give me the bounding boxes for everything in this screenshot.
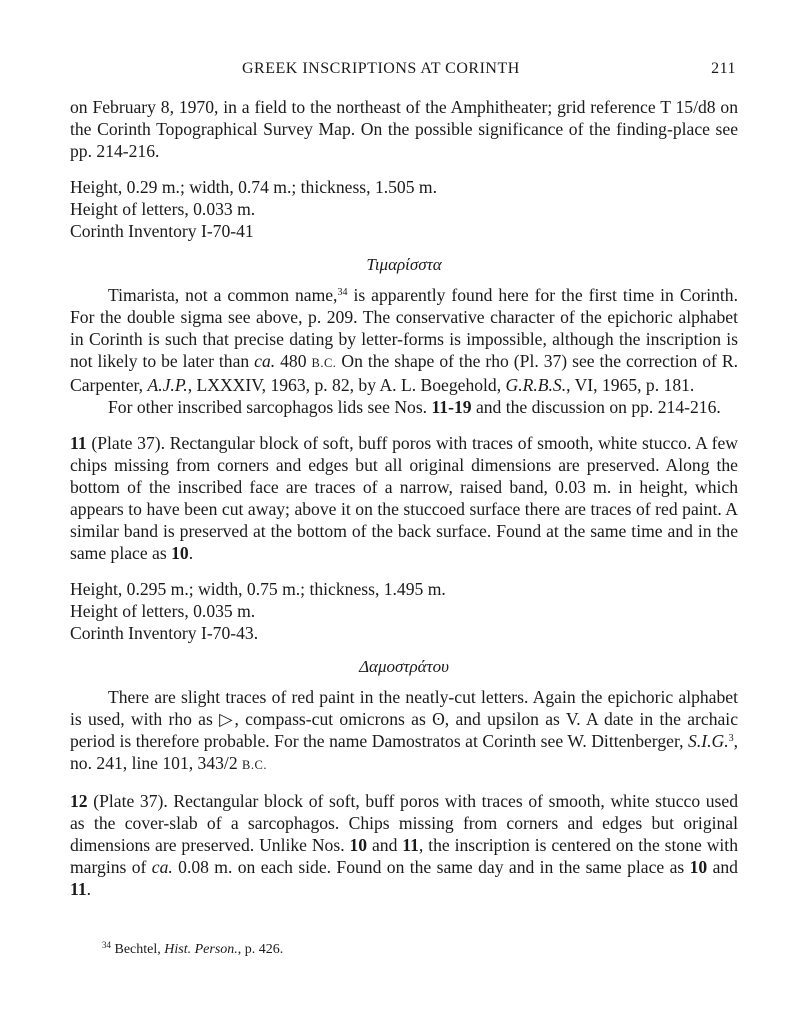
text-run: . [188,543,194,563]
edition-superscript: 3 [728,733,734,744]
letter-height-line: Height of letters, 0.033 m. [70,199,256,219]
text-run: For other inscribed sarcophagos lids see Nos. [108,397,432,417]
paragraph-damostratos [70,686,738,776]
entry-11 [70,432,738,564]
journal-abbrev: A.J.P. [147,375,188,395]
entry-number: 12 [70,791,88,811]
paragraph-other-lids [70,396,738,418]
catalog-ref: 11 [402,835,419,855]
text-run: (Plate 37). Rectangular block of soft, buff poros with traces of smooth, white stucco used as the cover-slab of a sarcophagos. Chips missing from corners and edges but original dimensions are preserved. Unlike Nos. [70,791,738,855]
text-run: , compass-cut omicrons as [234,709,433,729]
dimensions-11 [70,578,738,644]
text-run: . [86,879,92,899]
inventory-line: Corinth Inventory I-70-41 [70,221,254,241]
text-run: , and upsilon as [444,709,566,729]
entry-12 [70,790,738,900]
catalog-ref: 10 [689,857,708,877]
text-run: 0.08 m. on each side. Found on the same day and in the same place as [172,857,690,877]
text-run: and [367,835,403,855]
rho-glyph: ▷ [219,709,235,729]
inventory-line: Corinth Inventory I-70-43. [70,623,259,643]
text-run: is apparently found here for the first time in Corinth. For the double sigma see above, p. 209. The conservative character of the epichoric alphabet in Corinth is such that precise dating by letter-forms is impossible, although the inscription is not likely to be later than [70,285,738,371]
dimensions-line: Height, 0.29 m.; width, 0.74 m.; thickness, 1.505 m. [70,177,438,197]
catalog-ref: 10 [171,543,189,563]
entry-number: 11 [70,433,87,453]
small-caps-bc: B.C. [242,758,267,772]
text-run: Bechtel, [111,942,165,957]
catalog-ref: 10 [349,835,368,855]
text-run: On the shape of the rho (Pl. 37) see the correction of R. Carpenter, [70,351,739,395]
italic-ca: ca. [254,351,276,371]
text-run: , no. 241, line 101, 343/2 [70,731,738,773]
upsilon-glyph: V [565,709,577,729]
text-run: , VI, 1965, p. 181. [566,375,695,395]
dimensions-10 [70,176,738,242]
text-run: 480 [275,351,312,371]
text-run: . A date in the archaic period is therefore probable. For the name Damostratos at Corinth see W. Dittenberger, [70,709,739,751]
journal-abbrev: G.R.B.S. [505,375,567,395]
letter-height-line: Height of letters, 0.035 m. [70,601,256,621]
text-run: , p. 426. [237,942,284,957]
footnote-ref: 34 [337,287,348,298]
catalog-numbers: 11-19 [431,397,472,417]
dimensions-line: Height, 0.295 m.; width, 0.75 m.; thickness, 1.495 m. [70,579,446,599]
catalog-ref: 11 [70,879,87,899]
main-text [70,96,738,900]
running-title: GREEK INSCRIPTIONS AT CORINTH [242,60,520,77]
small-caps-bc: B.C. [311,356,337,370]
page-number: 211 [711,60,736,77]
italic-ca: ca. [151,857,173,877]
paragraph-finding-place: on February 8, 1970, in a field to the northeast of the Amphitheater; grid reference T 15/d8 on the Corinth Topographical Survey Map. On the possible significance of the finding-place see pp. 214-216. [70,97,738,161]
text-run: and the discussion on pp. 214-216. [471,397,721,417]
footnote-34 [102,942,283,958]
text-run: There are slight traces of red paint in the neatly-cut letters. Again the epichoric alphabet is used, with rho as [70,687,738,729]
text-run: , LXXXIV, 1963, p. 82, by A. L. Boegehold, [187,375,506,395]
greek-text-timarista: Τιμαρίσστα [366,255,442,274]
greek-text-damostratou: Δαμοστράτου [359,657,449,676]
footnote-number: 34 [102,940,111,950]
text-run: (Plate 37). Rectangular block of soft, buff poros with traces of smooth, white stucco. A few chips missing from corners and edges but all original dimensions are preserved. Along the bottom of the inscribed face are traces of a narrow, raised band, 0.03 m. in height, which appears to have been cut away; above it on the stuccoed surface there are traces of red paint. A similar band is preserved at the bottom of the back surface. Found at the same time and in the same place as [70,433,738,563]
text-run: , the inscription is centered on the stone with margins of [70,835,738,877]
work-title: Hist. Person. [164,942,238,957]
work-abbrev: S.I.G. [688,731,729,751]
paragraph-timarista [70,284,738,396]
text-run: Timarista, not a common name, [108,285,338,305]
text-run: and [707,857,738,877]
omicron-glyph: ʘ [432,709,445,729]
